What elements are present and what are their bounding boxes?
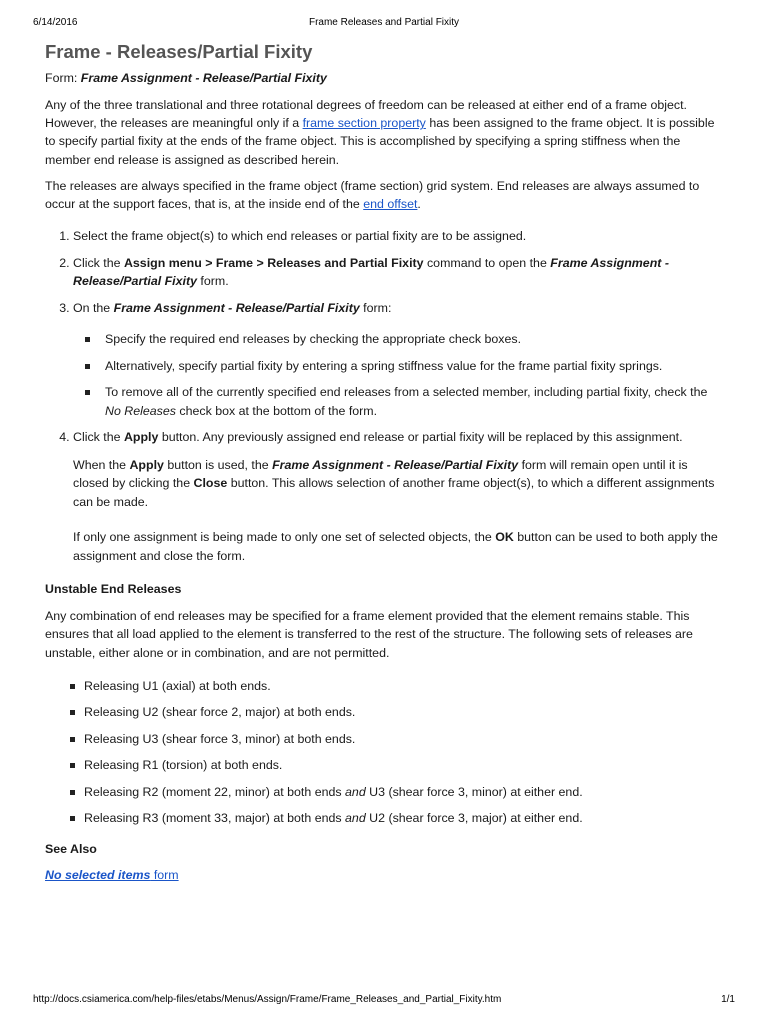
print-date: 6/14/2016	[33, 17, 78, 28]
step-3-text-b: form:	[359, 300, 392, 315]
step-2-text-a: Click the	[73, 255, 124, 270]
step-1	[73, 227, 725, 246]
link-rest-text: form	[150, 867, 179, 882]
grid-text-a: The releases are always specified in the frame object (frame section) grid system. End releases are always assumed to occur at the support faces, that is, at the inside end of the	[45, 178, 700, 212]
intro-text-b: has been assigned to the frame object. It is possible to specify partial fixity at the ends of the frame object. This is accomplished by specifying a spring stiffness when the member end release is assigned as described herein.	[45, 116, 715, 167]
grid-text-b: .	[417, 197, 421, 212]
step-3-bullets	[73, 330, 725, 420]
list-item	[45, 703, 725, 722]
step-2-command: Assign menu > Frame > Releases and Partial Fixity	[123, 255, 424, 270]
steps-list	[45, 227, 725, 565]
list-item	[45, 783, 725, 802]
item-text-b: U3 (shear force 3, minor) at either end.	[365, 784, 583, 799]
document-body	[45, 38, 725, 885]
step-3-form-name: Frame Assignment - Release/Partial Fixity	[113, 300, 360, 315]
source-url: http://docs.csiamerica.com/help-files/etabs/Menus/Assign/Frame/Frame_Releases_and_Partial_Fixity.htm	[33, 994, 502, 1005]
step-3	[73, 299, 725, 421]
ok-note-text-b: button can be used to both apply the assignment and close the form.	[73, 530, 718, 563]
intro-text-a: Any of the three translational and three rotational degrees of freedom can be released at either end of a frame object. However, the releases are meaningful only if a	[45, 98, 687, 131]
page-title: Frame - Releases/Partial Fixity	[45, 41, 313, 62]
unstable-heading: Unstable End Releases	[45, 582, 182, 597]
step-2-form-name: Frame Assignment - Release/Partial Fixity	[73, 255, 669, 289]
step-4	[73, 428, 725, 565]
see-also-heading: See Also	[45, 841, 97, 856]
no-releases-label: No Releases	[105, 403, 176, 418]
unstable-list	[45, 677, 725, 828]
list-item	[45, 756, 725, 775]
list-item	[45, 730, 725, 749]
item-text: Releasing U1 (axial) at both ends.	[84, 678, 271, 693]
end-offset-link[interactable]: end offset	[363, 197, 418, 212]
page-number: 1/1	[721, 994, 735, 1005]
ok-note-text-a: If only one assignment is being made to only one set of selected objects, the	[73, 530, 496, 545]
note-text-a: When the	[73, 457, 130, 472]
list-item	[73, 357, 725, 376]
apply-button-name: Apply	[123, 430, 159, 445]
form-line	[45, 69, 725, 88]
note-text-b: button is used, the	[163, 457, 273, 472]
step-4-text-b: button. Any previously assigned end release or partial fixity will be replaced by this assignment.	[158, 430, 683, 445]
note-text-d: button. This allows selection of another frame object(s), to which a different assignments can be made.	[73, 476, 715, 509]
step-2-text-b: command to open the	[423, 255, 551, 270]
list-item	[73, 330, 725, 349]
item-text: Releasing R1 (torsion) at both ends.	[84, 758, 283, 773]
step-4-text-a: Click the	[73, 430, 124, 445]
and-emphasis: and	[345, 811, 366, 826]
apply-note	[73, 456, 725, 512]
step-1-text: Select the frame object(s) to which end releases or partial fixity are to be assigned.	[73, 229, 527, 244]
item-text-a: Releasing R3 (moment 33, major) at both ends	[84, 811, 346, 826]
bullet-text-a: To remove all of the currently specified end releases from a selected member, including partial fixity, check the	[105, 385, 708, 400]
no-selected-items-link[interactable]	[45, 868, 179, 882]
list-item	[45, 677, 725, 696]
frame-section-property-link[interactable]: frame section property	[302, 116, 426, 131]
form-name: Frame Assignment - Release/Partial Fixity	[80, 71, 327, 85]
item-text: Releasing U2 (shear force 2, major) at both ends.	[84, 705, 356, 720]
and-emphasis: and	[345, 784, 366, 799]
step-3-text-a: On the	[73, 300, 114, 315]
note-apply: Apply	[129, 457, 164, 472]
note-text-c: form will remain open until it is closed by clicking the	[73, 457, 688, 491]
print-header	[33, 17, 735, 31]
item-text-a: Releasing R2 (moment 22, minor) at both ends	[84, 784, 346, 799]
form-prefix: Form:	[45, 71, 81, 85]
bullet-text-b: check box at the bottom of the form.	[175, 403, 378, 418]
intro-paragraph	[45, 96, 725, 169]
ok-label: OK	[495, 530, 514, 545]
note-close: Close	[193, 476, 228, 491]
print-footer	[33, 994, 735, 1008]
step-2	[73, 254, 725, 291]
ok-note	[73, 528, 725, 565]
see-also-links	[45, 865, 725, 885]
list-item	[73, 383, 725, 420]
bullet-text: Alternatively, specify partial fixity by entering a spring stiffness value for the frame partial fixity springs.	[105, 358, 663, 373]
step-2-text-c: form.	[196, 274, 229, 289]
item-text: Releasing U3 (shear force 3, minor) at both ends.	[84, 731, 356, 746]
print-title: Frame Releases and Partial Fixity	[308, 17, 460, 28]
link-bold-text: No selected items	[45, 867, 151, 882]
list-item	[45, 809, 725, 828]
note-form-name: Frame Assignment - Release/Partial Fixity	[272, 457, 519, 472]
bullet-text: Specify the required end releases by checking the appropriate check boxes.	[105, 332, 522, 347]
item-text-b: U2 (shear force 3, major) at either end.	[365, 811, 583, 826]
unstable-paragraph: Any combination of end releases may be specified for a frame element provided that the element remains stable. This ensures that all load applied to the element is transferred to the rest of the structure. The following sets of releases are unstable, either alone or in combination, and are not permitted.	[45, 609, 693, 660]
grid-system-paragraph	[45, 177, 725, 213]
